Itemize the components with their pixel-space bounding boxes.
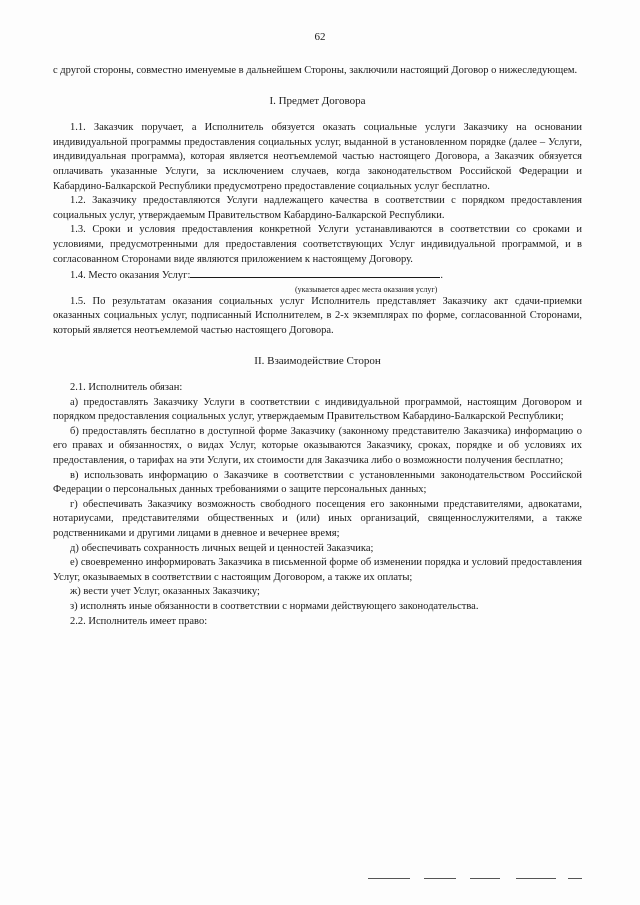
- clause-1-2: 1.2. Заказчику предоставляются Услуги надлежащего качества в соответствии с порядком предоставления социальных услуг, утверждаемым Правительством Кабардино-Балкарской Республики.: [53, 195, 582, 221]
- footer-rule: [424, 878, 456, 879]
- footer-rule: [568, 878, 582, 879]
- clause-1-4: [53, 267, 582, 284]
- intro-paragraph: с другой стороны, совместно именуемые в дальнейшем Стороны, заключили настоящий Договор о нижеследующем.: [53, 65, 578, 76]
- clause-2-1-a: а) предоставлять Заказчику Услуги в соответствии с индивидуальной программой, настоящим Договором и порядком предоставления социальных услуг, утверждаемым Правительством Кабардино-Балкарской Республики;: [53, 396, 582, 423]
- clause-1-4-end: .: [440, 270, 444, 282]
- clause-1-5: 1.5. По результатам оказания социальных услуг Исполнитель представляет Заказчику акт сдачи-приемки оказанных социальных услуг, подписанный Исполнителем, в 2-х экземплярах по форме, согласованной Сторонами, который является неотъемлемой частью настоящего Договора.: [53, 295, 582, 336]
- clause-1-4-label: 1.4. Место оказания Услуг:: [70, 270, 191, 282]
- clause-2-2: 2.2. Исполнитель имеет право:: [70, 615, 208, 627]
- clause-2-1-d: д) обеспечивать сохранность личных вещей и ценностей Заказчика;: [70, 542, 374, 554]
- address-blank-line: [190, 267, 440, 278]
- section-2-title: II. Взаимодействие Сторон: [254, 354, 381, 367]
- clause-2-1-z: з) исполнять иные обязанности в соответствии с нормами действующего законодательства.: [70, 601, 479, 612]
- clause-2-1-b: б) предоставлять бесплатно в доступной форме Заказчику (законному представителю Заказчика) информацию о его правах и обязанностях, о видах Услуг, которые оказываются Заказчику, сроках, порядке и об условиях их предоставления, о тарифах на эти Услуги, их стоимости для Заказчика либо о возможности получения бесплатно;: [53, 425, 582, 467]
- footer-rule: [516, 878, 556, 879]
- document-body: [53, 64, 582, 629]
- clause-2-1-v: в) использовать информацию о Заказчике в соответствии с установленными законодательством Российской Федерации о персональных данных требованиями о защите персональных данных;: [53, 469, 582, 496]
- clause-2-1-zh: ж) вести учет Услуг, оказанных Заказчику;: [70, 586, 260, 598]
- page-number: 62: [314, 31, 326, 43]
- address-caption: (указывается адрес места оказания услуг): [295, 284, 438, 294]
- footer-rule: [368, 878, 410, 879]
- clause-1-3: 1.3. Сроки и условия предоставления конкретной Услуги устанавливаются в соответствии со сроками и условиями, предусмотренными для предоставления соответствующих Услуг индивидуальной программой, и в согласованном Сторонами виде являются приложением к настоящему Договору.: [53, 224, 582, 265]
- clause-2-1-g: г) обеспечивать Заказчику возможность свободного посещения его законными представителями, адвокатами, нотариусами, представителями общественных и (или) иных организаций, священнослужителями, а также родственниками и другими лицами в дневное и вечернее время;: [53, 498, 582, 540]
- section-1-title: I. Предмет Договора: [269, 94, 366, 107]
- clause-2-1-e: е) своевременно информировать Заказчика в письменной форме об изменении порядка и условий предоставления Услуг, оказываемых в соответствии с настоящим Договором, а также их оплаты;: [53, 557, 582, 583]
- footer-rule: [470, 878, 500, 879]
- clause-1-1: 1.1. Заказчик поручает, а Исполнитель обязуется оказать социальные услуги Заказчику на основании индивидуальной программы предоставления социальных услуг, выданной в установленном порядке (далее – Услуги, индивидуальная программа), которая является неотъемлемой частью настоящего Договора, а Заказчик обязуется оплачивать указанные Услуги, за исключением случаев, когда законодательством Российской Федерации и Кабардино-Балкарской Республики предусмотрено предоставление социальных услуг бесплатно.: [53, 122, 582, 192]
- clause-2-1: 2.1. Исполнитель обязан:: [70, 382, 183, 394]
